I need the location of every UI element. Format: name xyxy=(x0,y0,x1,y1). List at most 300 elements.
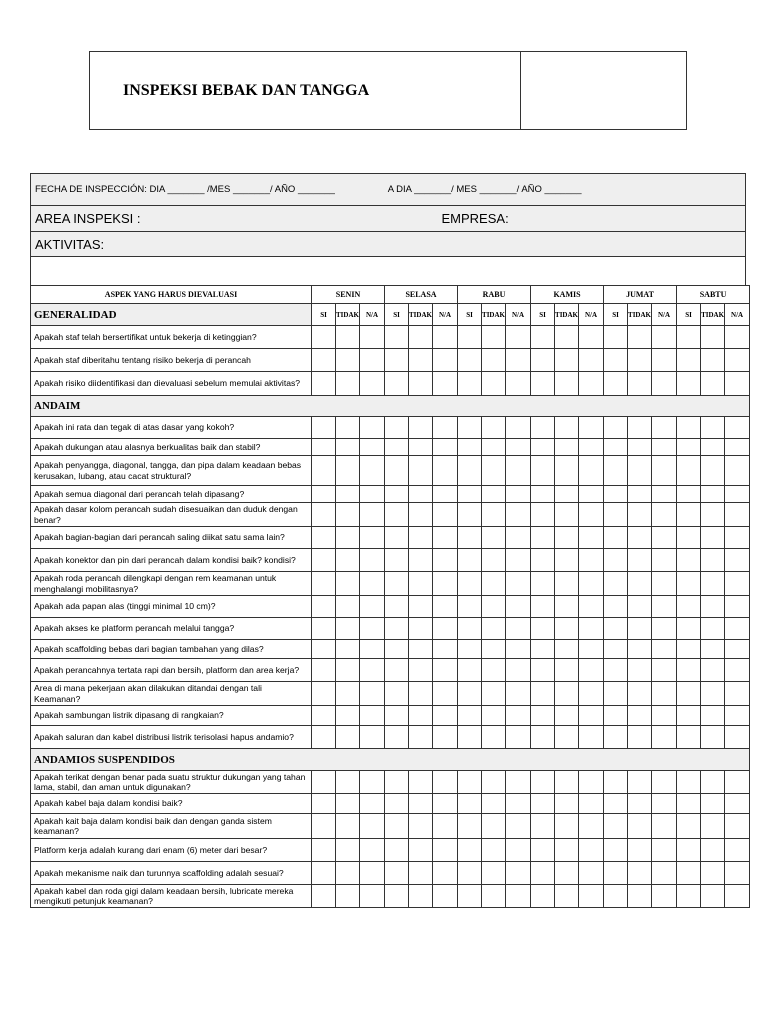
checkbox-cell-sabtu-tidak[interactable] xyxy=(701,417,725,439)
checkbox-cell-kamis-na[interactable] xyxy=(579,326,604,349)
checkbox-cell-selasa-si[interactable] xyxy=(385,862,409,885)
checkbox-cell-rabu-na[interactable] xyxy=(506,706,531,726)
checkbox-cell-selasa-si[interactable] xyxy=(385,794,409,814)
checkbox-cell-selasa-tidak[interactable] xyxy=(409,326,433,349)
checkbox-cell-jumat-na[interactable] xyxy=(652,862,677,885)
checkbox-cell-sabtu-na[interactable] xyxy=(725,640,750,659)
checkbox-cell-jumat-si[interactable] xyxy=(604,596,628,618)
checkbox-cell-senin-tidak[interactable] xyxy=(336,572,360,596)
checkbox-cell-senin-tidak[interactable] xyxy=(336,618,360,640)
checkbox-cell-selasa-si[interactable] xyxy=(385,439,409,456)
checkbox-cell-jumat-na[interactable] xyxy=(652,549,677,572)
checkbox-cell-selasa-tidak[interactable] xyxy=(409,596,433,618)
checkbox-cell-jumat-na[interactable] xyxy=(652,372,677,396)
checkbox-cell-kamis-tidak[interactable] xyxy=(555,794,579,814)
checkbox-cell-sabtu-si[interactable] xyxy=(677,417,701,439)
checkbox-cell-kamis-tidak[interactable] xyxy=(555,682,579,706)
checkbox-cell-jumat-tidak[interactable] xyxy=(628,596,652,618)
checkbox-cell-senin-tidak[interactable] xyxy=(336,640,360,659)
checkbox-cell-rabu-na[interactable] xyxy=(506,814,531,839)
checkbox-cell-sabtu-si[interactable] xyxy=(677,814,701,839)
checkbox-cell-selasa-si[interactable] xyxy=(385,572,409,596)
checkbox-cell-senin-si[interactable] xyxy=(312,549,336,572)
checkbox-cell-kamis-tidak[interactable] xyxy=(555,771,579,794)
checkbox-cell-kamis-si[interactable] xyxy=(531,527,555,549)
checkbox-cell-rabu-si[interactable] xyxy=(458,456,482,486)
checkbox-cell-selasa-si[interactable] xyxy=(385,839,409,862)
checkbox-cell-selasa-na[interactable] xyxy=(433,372,458,396)
checkbox-cell-sabtu-na[interactable] xyxy=(725,596,750,618)
checkbox-cell-jumat-na[interactable] xyxy=(652,486,677,503)
checkbox-cell-senin-si[interactable] xyxy=(312,659,336,682)
checkbox-cell-kamis-na[interactable] xyxy=(579,862,604,885)
checkbox-cell-rabu-tidak[interactable] xyxy=(482,640,506,659)
checkbox-cell-jumat-si[interactable] xyxy=(604,814,628,839)
checkbox-cell-jumat-si[interactable] xyxy=(604,349,628,372)
checkbox-cell-selasa-si[interactable] xyxy=(385,771,409,794)
checkbox-cell-kamis-si[interactable] xyxy=(531,417,555,439)
checkbox-cell-senin-na[interactable] xyxy=(360,503,385,527)
checkbox-cell-selasa-si[interactable] xyxy=(385,618,409,640)
checkbox-cell-senin-si[interactable] xyxy=(312,527,336,549)
checkbox-cell-kamis-si[interactable] xyxy=(531,814,555,839)
checkbox-cell-senin-si[interactable] xyxy=(312,771,336,794)
checkbox-cell-senin-si[interactable] xyxy=(312,794,336,814)
checkbox-cell-rabu-tidak[interactable] xyxy=(482,659,506,682)
checkbox-cell-senin-si[interactable] xyxy=(312,706,336,726)
checkbox-cell-senin-tidak[interactable] xyxy=(336,814,360,839)
checkbox-cell-sabtu-na[interactable] xyxy=(725,618,750,640)
checkbox-cell-kamis-tidak[interactable] xyxy=(555,726,579,749)
checkbox-cell-rabu-na[interactable] xyxy=(506,885,531,908)
checkbox-cell-senin-tidak[interactable] xyxy=(336,885,360,908)
checkbox-cell-jumat-na[interactable] xyxy=(652,814,677,839)
checkbox-cell-rabu-si[interactable] xyxy=(458,527,482,549)
checkbox-cell-rabu-tidak[interactable] xyxy=(482,862,506,885)
checkbox-cell-jumat-na[interactable] xyxy=(652,439,677,456)
checkbox-cell-rabu-na[interactable] xyxy=(506,439,531,456)
checkbox-cell-kamis-na[interactable] xyxy=(579,794,604,814)
checkbox-cell-jumat-si[interactable] xyxy=(604,862,628,885)
checkbox-cell-selasa-na[interactable] xyxy=(433,706,458,726)
checkbox-cell-rabu-na[interactable] xyxy=(506,659,531,682)
checkbox-cell-senin-na[interactable] xyxy=(360,682,385,706)
checkbox-cell-selasa-tidak[interactable] xyxy=(409,456,433,486)
checkbox-cell-sabtu-si[interactable] xyxy=(677,706,701,726)
checkbox-cell-jumat-si[interactable] xyxy=(604,682,628,706)
checkbox-cell-kamis-tidak[interactable] xyxy=(555,640,579,659)
checkbox-cell-kamis-tidak[interactable] xyxy=(555,659,579,682)
checkbox-cell-kamis-si[interactable] xyxy=(531,682,555,706)
checkbox-cell-sabtu-tidak[interactable] xyxy=(701,486,725,503)
checkbox-cell-selasa-na[interactable] xyxy=(433,417,458,439)
checkbox-cell-sabtu-tidak[interactable] xyxy=(701,885,725,908)
checkbox-cell-kamis-si[interactable] xyxy=(531,503,555,527)
checkbox-cell-senin-tidak[interactable] xyxy=(336,527,360,549)
checkbox-cell-senin-si[interactable] xyxy=(312,885,336,908)
checkbox-cell-senin-si[interactable] xyxy=(312,596,336,618)
checkbox-cell-rabu-si[interactable] xyxy=(458,885,482,908)
checkbox-cell-jumat-si[interactable] xyxy=(604,456,628,486)
date-field-start[interactable]: FECHA DE INSPECCIÓN: DIA _______ /MES _______/ AÑO _______ xyxy=(35,184,335,195)
checkbox-cell-sabtu-si[interactable] xyxy=(677,771,701,794)
checkbox-cell-kamis-si[interactable] xyxy=(531,549,555,572)
checkbox-cell-kamis-tidak[interactable] xyxy=(555,326,579,349)
checkbox-cell-kamis-na[interactable] xyxy=(579,349,604,372)
checkbox-cell-senin-na[interactable] xyxy=(360,439,385,456)
checkbox-cell-rabu-na[interactable] xyxy=(506,640,531,659)
checkbox-cell-rabu-si[interactable] xyxy=(458,862,482,885)
checkbox-cell-kamis-si[interactable] xyxy=(531,659,555,682)
checkbox-cell-selasa-na[interactable] xyxy=(433,326,458,349)
checkbox-cell-rabu-tidak[interactable] xyxy=(482,618,506,640)
checkbox-cell-sabtu-na[interactable] xyxy=(725,503,750,527)
checkbox-cell-selasa-na[interactable] xyxy=(433,618,458,640)
checkbox-cell-rabu-si[interactable] xyxy=(458,726,482,749)
checkbox-cell-jumat-na[interactable] xyxy=(652,527,677,549)
checkbox-cell-rabu-tidak[interactable] xyxy=(482,527,506,549)
checkbox-cell-selasa-tidak[interactable] xyxy=(409,572,433,596)
checkbox-cell-rabu-tidak[interactable] xyxy=(482,572,506,596)
checkbox-cell-jumat-si[interactable] xyxy=(604,618,628,640)
checkbox-cell-rabu-na[interactable] xyxy=(506,503,531,527)
checkbox-cell-sabtu-na[interactable] xyxy=(725,814,750,839)
checkbox-cell-kamis-tidak[interactable] xyxy=(555,527,579,549)
checkbox-cell-senin-tidak[interactable] xyxy=(336,456,360,486)
checkbox-cell-selasa-tidak[interactable] xyxy=(409,659,433,682)
checkbox-cell-sabtu-tidak[interactable] xyxy=(701,349,725,372)
checkbox-cell-kamis-tidak[interactable] xyxy=(555,814,579,839)
checkbox-cell-jumat-si[interactable] xyxy=(604,572,628,596)
checkbox-cell-jumat-si[interactable] xyxy=(604,771,628,794)
checkbox-cell-sabtu-na[interactable] xyxy=(725,417,750,439)
checkbox-cell-jumat-tidak[interactable] xyxy=(628,503,652,527)
checkbox-cell-senin-na[interactable] xyxy=(360,771,385,794)
checkbox-cell-selasa-tidak[interactable] xyxy=(409,503,433,527)
checkbox-cell-kamis-na[interactable] xyxy=(579,885,604,908)
checkbox-cell-rabu-si[interactable] xyxy=(458,771,482,794)
checkbox-cell-senin-si[interactable] xyxy=(312,417,336,439)
checkbox-cell-jumat-tidak[interactable] xyxy=(628,618,652,640)
checkbox-cell-jumat-tidak[interactable] xyxy=(628,771,652,794)
checkbox-cell-rabu-si[interactable] xyxy=(458,549,482,572)
checkbox-cell-senin-si[interactable] xyxy=(312,682,336,706)
checkbox-cell-jumat-si[interactable] xyxy=(604,885,628,908)
checkbox-cell-kamis-na[interactable] xyxy=(579,814,604,839)
checkbox-cell-rabu-si[interactable] xyxy=(458,486,482,503)
checkbox-cell-kamis-si[interactable] xyxy=(531,349,555,372)
checkbox-cell-rabu-na[interactable] xyxy=(506,326,531,349)
checkbox-cell-selasa-si[interactable] xyxy=(385,659,409,682)
checkbox-cell-sabtu-tidak[interactable] xyxy=(701,814,725,839)
checkbox-cell-sabtu-na[interactable] xyxy=(725,885,750,908)
checkbox-cell-senin-si[interactable] xyxy=(312,372,336,396)
checkbox-cell-sabtu-si[interactable] xyxy=(677,572,701,596)
checkbox-cell-rabu-si[interactable] xyxy=(458,372,482,396)
checkbox-cell-jumat-tidak[interactable] xyxy=(628,885,652,908)
checkbox-cell-kamis-si[interactable] xyxy=(531,618,555,640)
checkbox-cell-sabtu-tidak[interactable] xyxy=(701,706,725,726)
checkbox-cell-selasa-si[interactable] xyxy=(385,814,409,839)
checkbox-cell-sabtu-tidak[interactable] xyxy=(701,572,725,596)
checkbox-cell-senin-tidak[interactable] xyxy=(336,503,360,527)
checkbox-cell-rabu-na[interactable] xyxy=(506,862,531,885)
checkbox-cell-sabtu-tidak[interactable] xyxy=(701,640,725,659)
checkbox-cell-rabu-si[interactable] xyxy=(458,794,482,814)
checkbox-cell-kamis-si[interactable] xyxy=(531,862,555,885)
checkbox-cell-jumat-tidak[interactable] xyxy=(628,456,652,486)
checkbox-cell-senin-tidak[interactable] xyxy=(336,794,360,814)
checkbox-cell-selasa-na[interactable] xyxy=(433,596,458,618)
checkbox-cell-sabtu-na[interactable] xyxy=(725,706,750,726)
checkbox-cell-sabtu-tidak[interactable] xyxy=(701,682,725,706)
checkbox-cell-senin-tidak[interactable] xyxy=(336,659,360,682)
checkbox-cell-senin-tidak[interactable] xyxy=(336,372,360,396)
checkbox-cell-selasa-tidak[interactable] xyxy=(409,771,433,794)
checkbox-cell-rabu-si[interactable] xyxy=(458,417,482,439)
checkbox-cell-jumat-tidak[interactable] xyxy=(628,372,652,396)
checkbox-cell-kamis-na[interactable] xyxy=(579,503,604,527)
checkbox-cell-rabu-tidak[interactable] xyxy=(482,682,506,706)
checkbox-cell-rabu-na[interactable] xyxy=(506,572,531,596)
checkbox-cell-selasa-na[interactable] xyxy=(433,885,458,908)
checkbox-cell-sabtu-tidak[interactable] xyxy=(701,794,725,814)
checkbox-cell-jumat-na[interactable] xyxy=(652,839,677,862)
checkbox-cell-senin-na[interactable] xyxy=(360,640,385,659)
checkbox-cell-sabtu-na[interactable] xyxy=(725,549,750,572)
checkbox-cell-selasa-na[interactable] xyxy=(433,659,458,682)
checkbox-cell-senin-na[interactable] xyxy=(360,862,385,885)
checkbox-cell-rabu-tidak[interactable] xyxy=(482,726,506,749)
checkbox-cell-selasa-na[interactable] xyxy=(433,439,458,456)
checkbox-cell-jumat-tidak[interactable] xyxy=(628,640,652,659)
checkbox-cell-jumat-si[interactable] xyxy=(604,659,628,682)
checkbox-cell-jumat-tidak[interactable] xyxy=(628,486,652,503)
checkbox-cell-senin-na[interactable] xyxy=(360,885,385,908)
checkbox-cell-jumat-na[interactable] xyxy=(652,726,677,749)
checkbox-cell-senin-na[interactable] xyxy=(360,596,385,618)
checkbox-cell-selasa-si[interactable] xyxy=(385,706,409,726)
checkbox-cell-kamis-na[interactable] xyxy=(579,572,604,596)
checkbox-cell-kamis-si[interactable] xyxy=(531,726,555,749)
checkbox-cell-jumat-tidak[interactable] xyxy=(628,682,652,706)
checkbox-cell-rabu-na[interactable] xyxy=(506,527,531,549)
checkbox-cell-selasa-tidak[interactable] xyxy=(409,814,433,839)
activity-blank-row[interactable] xyxy=(31,257,746,286)
checkbox-cell-rabu-na[interactable] xyxy=(506,486,531,503)
checkbox-cell-selasa-tidak[interactable] xyxy=(409,885,433,908)
checkbox-cell-sabtu-tidak[interactable] xyxy=(701,439,725,456)
checkbox-cell-jumat-tidak[interactable] xyxy=(628,659,652,682)
checkbox-cell-rabu-na[interactable] xyxy=(506,349,531,372)
checkbox-cell-kamis-tidak[interactable] xyxy=(555,572,579,596)
checkbox-cell-sabtu-na[interactable] xyxy=(725,771,750,794)
checkbox-cell-jumat-tidak[interactable] xyxy=(628,862,652,885)
checkbox-cell-rabu-na[interactable] xyxy=(506,456,531,486)
checkbox-cell-senin-tidak[interactable] xyxy=(336,486,360,503)
checkbox-cell-sabtu-na[interactable] xyxy=(725,794,750,814)
checkbox-cell-senin-si[interactable] xyxy=(312,839,336,862)
checkbox-cell-sabtu-na[interactable] xyxy=(725,372,750,396)
checkbox-cell-selasa-na[interactable] xyxy=(433,862,458,885)
checkbox-cell-jumat-na[interactable] xyxy=(652,596,677,618)
checkbox-cell-kamis-na[interactable] xyxy=(579,456,604,486)
checkbox-cell-selasa-na[interactable] xyxy=(433,640,458,659)
checkbox-cell-sabtu-na[interactable] xyxy=(725,862,750,885)
checkbox-cell-jumat-si[interactable] xyxy=(604,439,628,456)
checkbox-cell-kamis-si[interactable] xyxy=(531,326,555,349)
checkbox-cell-selasa-si[interactable] xyxy=(385,640,409,659)
checkbox-cell-senin-si[interactable] xyxy=(312,326,336,349)
checkbox-cell-rabu-na[interactable] xyxy=(506,372,531,396)
checkbox-cell-senin-na[interactable] xyxy=(360,527,385,549)
checkbox-cell-rabu-na[interactable] xyxy=(506,726,531,749)
checkbox-cell-selasa-tidak[interactable] xyxy=(409,839,433,862)
checkbox-cell-rabu-si[interactable] xyxy=(458,640,482,659)
checkbox-cell-rabu-si[interactable] xyxy=(458,618,482,640)
checkbox-cell-rabu-tidak[interactable] xyxy=(482,596,506,618)
checkbox-cell-sabtu-tidak[interactable] xyxy=(701,862,725,885)
checkbox-cell-jumat-tidak[interactable] xyxy=(628,814,652,839)
checkbox-cell-sabtu-si[interactable] xyxy=(677,549,701,572)
checkbox-cell-sabtu-na[interactable] xyxy=(725,527,750,549)
checkbox-cell-rabu-na[interactable] xyxy=(506,839,531,862)
checkbox-cell-sabtu-na[interactable] xyxy=(725,439,750,456)
checkbox-cell-selasa-tidak[interactable] xyxy=(409,726,433,749)
checkbox-cell-senin-na[interactable] xyxy=(360,417,385,439)
checkbox-cell-kamis-si[interactable] xyxy=(531,372,555,396)
checkbox-cell-sabtu-na[interactable] xyxy=(725,839,750,862)
checkbox-cell-rabu-si[interactable] xyxy=(458,659,482,682)
checkbox-cell-selasa-si[interactable] xyxy=(385,326,409,349)
checkbox-cell-selasa-tidak[interactable] xyxy=(409,486,433,503)
checkbox-cell-jumat-tidak[interactable] xyxy=(628,349,652,372)
checkbox-cell-kamis-tidak[interactable] xyxy=(555,417,579,439)
checkbox-cell-jumat-si[interactable] xyxy=(604,726,628,749)
checkbox-cell-rabu-tidak[interactable] xyxy=(482,486,506,503)
checkbox-cell-senin-na[interactable] xyxy=(360,572,385,596)
checkbox-cell-kamis-na[interactable] xyxy=(579,706,604,726)
checkbox-cell-kamis-si[interactable] xyxy=(531,794,555,814)
checkbox-cell-senin-tidak[interactable] xyxy=(336,726,360,749)
checkbox-cell-jumat-si[interactable] xyxy=(604,640,628,659)
checkbox-cell-selasa-na[interactable] xyxy=(433,503,458,527)
checkbox-cell-selasa-tidak[interactable] xyxy=(409,417,433,439)
checkbox-cell-rabu-tidak[interactable] xyxy=(482,549,506,572)
checkbox-cell-kamis-tidak[interactable] xyxy=(555,862,579,885)
checkbox-cell-senin-na[interactable] xyxy=(360,618,385,640)
checkbox-cell-selasa-si[interactable] xyxy=(385,527,409,549)
checkbox-cell-senin-na[interactable] xyxy=(360,486,385,503)
checkbox-cell-sabtu-tidak[interactable] xyxy=(701,839,725,862)
checkbox-cell-sabtu-si[interactable] xyxy=(677,326,701,349)
checkbox-cell-rabu-si[interactable] xyxy=(458,839,482,862)
checkbox-cell-kamis-tidak[interactable] xyxy=(555,349,579,372)
checkbox-cell-sabtu-si[interactable] xyxy=(677,527,701,549)
checkbox-cell-selasa-si[interactable] xyxy=(385,486,409,503)
checkbox-cell-senin-tidak[interactable] xyxy=(336,706,360,726)
checkbox-cell-sabtu-si[interactable] xyxy=(677,439,701,456)
checkbox-cell-sabtu-si[interactable] xyxy=(677,794,701,814)
checkbox-cell-selasa-si[interactable] xyxy=(385,596,409,618)
checkbox-cell-jumat-tidak[interactable] xyxy=(628,549,652,572)
checkbox-cell-jumat-tidak[interactable] xyxy=(628,439,652,456)
checkbox-cell-selasa-si[interactable] xyxy=(385,726,409,749)
area-field[interactable]: AREA INSPEKSI : xyxy=(35,211,141,226)
checkbox-cell-senin-si[interactable] xyxy=(312,572,336,596)
checkbox-cell-jumat-si[interactable] xyxy=(604,417,628,439)
checkbox-cell-rabu-na[interactable] xyxy=(506,596,531,618)
checkbox-cell-jumat-si[interactable] xyxy=(604,503,628,527)
checkbox-cell-rabu-si[interactable] xyxy=(458,503,482,527)
checkbox-cell-jumat-tidak[interactable] xyxy=(628,706,652,726)
checkbox-cell-senin-tidak[interactable] xyxy=(336,349,360,372)
checkbox-cell-sabtu-na[interactable] xyxy=(725,349,750,372)
checkbox-cell-selasa-si[interactable] xyxy=(385,349,409,372)
checkbox-cell-senin-na[interactable] xyxy=(360,839,385,862)
checkbox-cell-senin-si[interactable] xyxy=(312,439,336,456)
checkbox-cell-selasa-na[interactable] xyxy=(433,814,458,839)
checkbox-cell-rabu-tidak[interactable] xyxy=(482,771,506,794)
checkbox-cell-senin-na[interactable] xyxy=(360,349,385,372)
checkbox-cell-senin-na[interactable] xyxy=(360,726,385,749)
checkbox-cell-senin-na[interactable] xyxy=(360,814,385,839)
checkbox-cell-rabu-si[interactable] xyxy=(458,682,482,706)
checkbox-cell-kamis-na[interactable] xyxy=(579,486,604,503)
checkbox-cell-rabu-si[interactable] xyxy=(458,814,482,839)
checkbox-cell-selasa-tidak[interactable] xyxy=(409,372,433,396)
checkbox-cell-jumat-si[interactable] xyxy=(604,486,628,503)
checkbox-cell-jumat-na[interactable] xyxy=(652,885,677,908)
checkbox-cell-jumat-si[interactable] xyxy=(604,706,628,726)
checkbox-cell-rabu-tidak[interactable] xyxy=(482,706,506,726)
checkbox-cell-senin-si[interactable] xyxy=(312,618,336,640)
checkbox-cell-rabu-si[interactable] xyxy=(458,706,482,726)
checkbox-cell-rabu-si[interactable] xyxy=(458,439,482,456)
checkbox-cell-selasa-na[interactable] xyxy=(433,456,458,486)
checkbox-cell-selasa-na[interactable] xyxy=(433,486,458,503)
checkbox-cell-jumat-na[interactable] xyxy=(652,326,677,349)
checkbox-cell-jumat-si[interactable] xyxy=(604,326,628,349)
checkbox-cell-senin-na[interactable] xyxy=(360,326,385,349)
checkbox-cell-kamis-tidak[interactable] xyxy=(555,486,579,503)
checkbox-cell-jumat-tidak[interactable] xyxy=(628,572,652,596)
checkbox-cell-kamis-tidak[interactable] xyxy=(555,839,579,862)
checkbox-cell-senin-na[interactable] xyxy=(360,706,385,726)
checkbox-cell-kamis-na[interactable] xyxy=(579,640,604,659)
checkbox-cell-selasa-na[interactable] xyxy=(433,549,458,572)
checkbox-cell-jumat-na[interactable] xyxy=(652,349,677,372)
checkbox-cell-kamis-na[interactable] xyxy=(579,417,604,439)
checkbox-cell-sabtu-si[interactable] xyxy=(677,862,701,885)
checkbox-cell-senin-na[interactable] xyxy=(360,794,385,814)
checkbox-cell-kamis-na[interactable] xyxy=(579,372,604,396)
checkbox-cell-rabu-tidak[interactable] xyxy=(482,814,506,839)
checkbox-cell-kamis-si[interactable] xyxy=(531,572,555,596)
checkbox-cell-sabtu-tidak[interactable] xyxy=(701,726,725,749)
checkbox-cell-jumat-na[interactable] xyxy=(652,417,677,439)
checkbox-cell-senin-tidak[interactable] xyxy=(336,839,360,862)
checkbox-cell-kamis-na[interactable] xyxy=(579,527,604,549)
checkbox-cell-senin-tidak[interactable] xyxy=(336,549,360,572)
checkbox-cell-senin-si[interactable] xyxy=(312,640,336,659)
checkbox-cell-selasa-na[interactable] xyxy=(433,349,458,372)
checkbox-cell-rabu-tidak[interactable] xyxy=(482,794,506,814)
checkbox-cell-jumat-tidak[interactable] xyxy=(628,726,652,749)
checkbox-cell-sabtu-tidak[interactable] xyxy=(701,596,725,618)
checkbox-cell-senin-tidak[interactable] xyxy=(336,439,360,456)
checkbox-cell-sabtu-si[interactable] xyxy=(677,503,701,527)
